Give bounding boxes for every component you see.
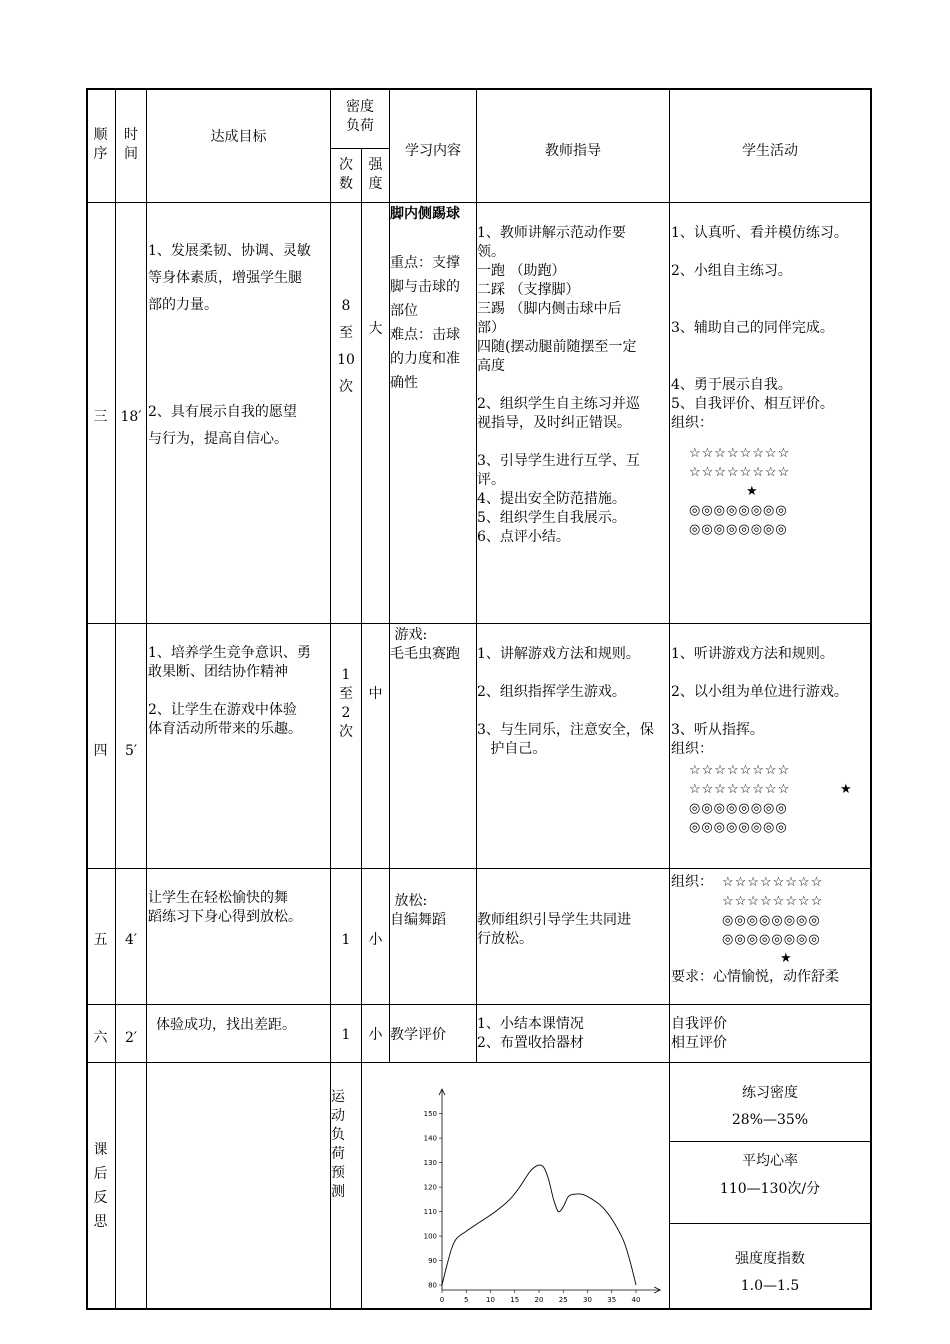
header-intensity: 强 度 — [368, 157, 383, 192]
row5-content: 放松: 自编舞蹈 — [390, 893, 446, 928]
row3-content: 重点：支撑 脚与击球的 部位 难点：击球 的力度和准 确性 — [390, 255, 460, 391]
x-tick-label: 0 — [439, 1296, 445, 1304]
row5-teacher: 教师组织引导学生共同进 行放松。 — [477, 912, 631, 947]
row3-teacher: 1、教师讲解示范动作要 领。 一跑 （助跑） 二踩 （支撑脚） 三踢 （脚内侧击球中后 部） 四随(摆动腿前随摆至一定 高度 2、组织学生自主练习并巡 视指导，及时纠正错误。 3、引导学生进行互学、互 评。 4、提出安全防范措施。 5、组织学生自我展示。 6、点评小结。 — [477, 225, 640, 545]
header-teacher: 教师指导 — [545, 143, 601, 159]
reflection-label: 课 后 反 思 — [93, 1142, 108, 1230]
y-tick-label: 120 — [423, 1183, 437, 1192]
heart-rate-value: 110—130次/分 — [719, 1181, 821, 1197]
x-tick-label: 40 — [631, 1296, 641, 1304]
header-content: 学习内容 — [405, 143, 461, 159]
row6-time: 2′ — [124, 1030, 138, 1046]
row5-formation-4: ◎◎◎◎◎◎◎◎ — [722, 932, 821, 947]
practice-density-label: 练习密度 — [742, 1085, 798, 1101]
row3-seq: 三 — [93, 409, 108, 425]
row6-goal: 体验成功，找出差距。 — [156, 1017, 296, 1033]
row5-count: 1 — [341, 932, 351, 948]
row6-count: 1 — [341, 1027, 351, 1043]
header-seq: 顺 序 — [93, 127, 108, 162]
lesson-plan-table — [86, 88, 872, 1310]
load-forecast-label: 运 动 负 荷 预 测 — [331, 1089, 345, 1200]
row5-formation-leader: ★ — [780, 951, 793, 966]
y-tick-label: 150 — [423, 1110, 437, 1119]
row6-intensity: 小 — [368, 1027, 383, 1043]
row4-formation-leader: ★ — [840, 782, 853, 797]
row4-seq: 四 — [93, 743, 108, 759]
row4-formation-3: ◎◎◎◎◎◎◎◎ — [689, 801, 788, 816]
row6-student: 自我评价 相互评价 — [671, 1016, 727, 1051]
row4-formation-1: ☆☆☆☆☆☆☆☆ — [689, 763, 791, 778]
row4-formation-4: ◎◎◎◎◎◎◎◎ — [689, 820, 788, 835]
row6-seq: 六 — [93, 1030, 108, 1046]
x-tick-label: 25 — [558, 1296, 568, 1304]
x-tick-label: 15 — [510, 1296, 520, 1304]
intensity-index-label: 强度度指数 — [735, 1251, 805, 1267]
row3-student: 1、认真听、看并模仿练习。 2、小组自主练习。 3、辅助自己的同伴完成。 4、勇于展示自我。 5、自我评价、相互评价。 组织： — [671, 225, 848, 431]
row4-teacher: 1、讲解游戏方法和规则。 2、组织指挥学生游戏。 3、与生同乐，注意安全，保 护自己。 — [477, 646, 654, 757]
header-goal: 达成目标 — [210, 129, 267, 145]
row5-student-label: 组织： — [671, 874, 713, 890]
row3-count: 8 至 10 次 — [337, 298, 355, 395]
row5-formation-3: ◎◎◎◎◎◎◎◎ — [722, 913, 821, 928]
row6-content: 教学评价 — [390, 1027, 446, 1043]
intensity-index-value: 1.0—1.5 — [740, 1278, 800, 1294]
row4-student: 1、听讲游戏方法和规则。 2、以小组为单位进行游戏。 3、听从指挥。 组织： — [671, 646, 848, 757]
row3-formation-4: ◎◎◎◎◎◎◎◎ — [689, 522, 788, 537]
row4-time: 5′ — [124, 743, 138, 759]
header-student: 学生活动 — [742, 143, 798, 159]
row5-seq: 五 — [93, 932, 108, 948]
x-tick-label: 20 — [534, 1296, 544, 1304]
row4-formation-2: ☆☆☆☆☆☆☆☆ — [689, 782, 791, 797]
row4-intensity: 中 — [368, 686, 383, 702]
row5-time: 4′ — [124, 932, 138, 948]
row3-formation-1: ☆☆☆☆☆☆☆☆ — [689, 446, 791, 461]
x-tick-label: 5 — [464, 1296, 469, 1304]
heart-rate-chart — [404, 1068, 666, 1308]
row5-formation-1: ☆☆☆☆☆☆☆☆ — [722, 875, 824, 890]
x-tick-label: 30 — [583, 1296, 592, 1304]
header-density: 密度 负荷 — [346, 99, 374, 134]
x-tick-label: 10 — [486, 1296, 495, 1304]
heart-rate-label: 平均心率 — [742, 1153, 798, 1169]
y-tick-label: 140 — [423, 1134, 437, 1143]
row4-content: 游戏: 毛毛虫赛跑 — [390, 627, 460, 662]
row5-requirement: 要求：心情愉悦，动作舒柔 — [671, 969, 839, 985]
row6-teacher: 1、小结本课情况 2、布置收拾器材 — [477, 1016, 584, 1051]
header-count: 次 数 — [339, 157, 353, 192]
y-tick-label: 100 — [423, 1232, 437, 1241]
row5-goal: 让学生在轻松愉快的舞 蹈练习下身心得到放松。 — [148, 890, 302, 925]
row3-formation-3: ◎◎◎◎◎◎◎◎ — [689, 503, 788, 518]
row3-intensity: 大 — [368, 321, 383, 337]
practice-density-value: 28%—35% — [731, 1112, 809, 1128]
y-tick-label: 110 — [423, 1208, 437, 1217]
x-tick-label: 35 — [607, 1296, 617, 1304]
y-tick-label: 130 — [423, 1159, 437, 1168]
row5-formation-2: ☆☆☆☆☆☆☆☆ — [722, 894, 824, 909]
row3-formation-leader: ★ — [746, 484, 759, 499]
row3-content-title: 脚内侧踢球 — [390, 206, 460, 222]
row3-goal1: 1、发展柔韧、协调、灵敏 等身体素质，增强学生腿 部的力量。 — [148, 243, 311, 313]
header-time: 时 间 — [124, 127, 138, 162]
row3-time: 18′ — [120, 409, 142, 425]
row3-goal2: 2、具有展示自我的愿望 与行为，提高自信心。 — [148, 404, 297, 447]
heart-rate-line — [442, 1165, 636, 1285]
y-tick-label: 80 — [428, 1281, 437, 1290]
row4-count: 1 至 2 次 — [339, 667, 353, 740]
row5-intensity: 小 — [368, 932, 383, 948]
row4-goal: 1、培养学生竞争意识、勇 敢果断、团结协作精神 2、让学生在游戏中体验 体育活动所带来的乐趣。 — [148, 645, 311, 737]
y-tick-label: 90 — [428, 1257, 437, 1266]
row3-formation-2: ☆☆☆☆☆☆☆☆ — [689, 465, 791, 480]
